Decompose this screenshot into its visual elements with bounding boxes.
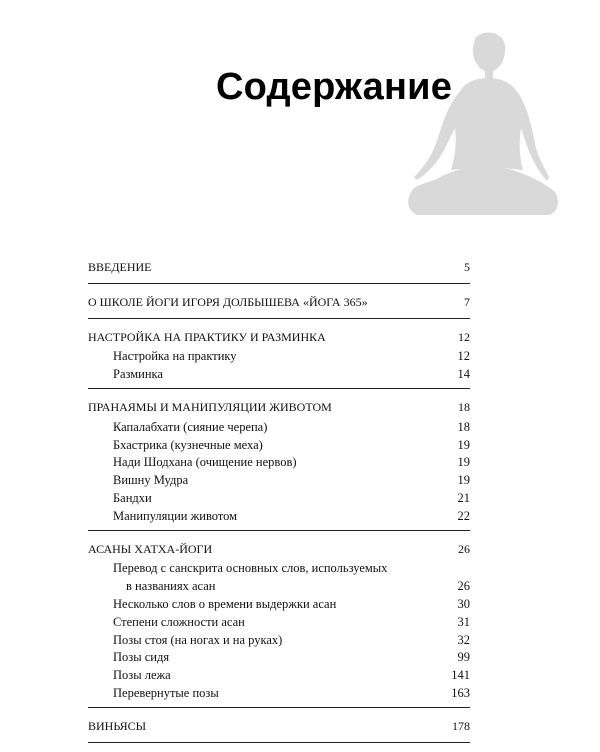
toc-section-asanas: [88, 540, 470, 708]
toc-page-number: 18: [458, 399, 470, 414]
toc-item-translation[interactable]: [88, 560, 470, 596]
toc-page-number: 22: [457, 508, 470, 523]
toc-item-title: Несколько слов о времени выдержки асан: [113, 596, 337, 611]
toc-item[interactable]: [88, 596, 470, 614]
toc-page-number: 141: [451, 668, 470, 683]
toc-page-number: 30: [457, 596, 470, 611]
meditating-woman-icon: [405, 30, 560, 215]
toc-page-number: 12: [457, 349, 470, 364]
toc-section-pranayama: [88, 398, 470, 531]
toc-item-title: Позы стоя (на ногах и на руках): [113, 632, 283, 647]
toc-item[interactable]: [88, 419, 470, 437]
toc-item[interactable]: [88, 490, 470, 508]
toc-heading-vinyasa[interactable]: [88, 717, 470, 738]
toc-item-title: Манипуляции животом: [113, 508, 238, 523]
toc-page-number: 12: [458, 329, 470, 344]
toc-page-number: 32: [457, 632, 470, 647]
toc-item-title: Капалабхати (сияние черепа): [113, 419, 268, 434]
toc-page-number: 99: [457, 650, 470, 665]
toc-heading-asanas[interactable]: [88, 540, 470, 561]
toc-page-number: 26: [457, 579, 470, 594]
toc-item[interactable]: [88, 508, 470, 526]
toc-section-setup: [88, 328, 470, 389]
toc-page-number: 26: [458, 541, 470, 556]
toc-heading-title: ВВЕДЕНИЕ: [88, 260, 152, 274]
toc-heading-school[interactable]: [88, 293, 470, 314]
toc-item[interactable]: [88, 614, 470, 632]
page-title: Содержание: [215, 66, 453, 108]
toc-item-title: Перевернутые позы: [113, 685, 219, 700]
toc-item[interactable]: [88, 437, 470, 455]
toc-section-vinyasa: [88, 717, 470, 743]
toc-item-title: Настройка на практику: [113, 349, 237, 364]
toc-item-title-line1: Перевод с санскрита основных слов, используемых: [113, 561, 388, 576]
toc-page-number: 19: [457, 473, 470, 488]
toc-item[interactable]: [88, 667, 470, 685]
toc-section-school: [88, 293, 470, 319]
toc-page-number: 21: [457, 490, 470, 505]
toc-heading-title: О ШКОЛЕ ЙОГИ ИГОРЯ ДОЛБЫШЕВА «ЙОГА 365»: [88, 294, 368, 309]
toc-item-title: Позы сидя: [113, 650, 170, 665]
toc-item[interactable]: [88, 632, 470, 650]
toc-page-number: 178: [452, 718, 470, 733]
toc-heading-title: ПРАНАЯМЫ И МАНИПУЛЯЦИИ ЖИВОТОМ: [88, 399, 332, 414]
table-of-contents: [88, 258, 470, 752]
toc-heading-intro[interactable]: [88, 258, 470, 279]
toc-heading-pranayama[interactable]: [88, 398, 470, 419]
toc-item[interactable]: [88, 649, 470, 667]
toc-item[interactable]: [88, 366, 470, 384]
toc-item[interactable]: [88, 348, 470, 366]
toc-page-number: 5: [464, 260, 470, 274]
toc-item[interactable]: [88, 685, 470, 703]
toc-heading-setup[interactable]: [88, 328, 470, 349]
toc-item[interactable]: [88, 454, 470, 472]
toc-item-title: Бандхи: [113, 490, 152, 505]
toc-page-number: 163: [451, 685, 470, 700]
toc-item-title-line2: в названиях асан: [126, 579, 216, 594]
toc-item[interactable]: [88, 472, 470, 490]
toc-item-title: Бхастрика (кузнечные меха): [113, 437, 263, 452]
toc-item-title: Вишну Мудра: [113, 473, 189, 488]
toc-page-number: 19: [457, 455, 470, 470]
toc-page-number: 14: [457, 367, 470, 382]
toc-page-number: 7: [464, 294, 470, 309]
toc-item-title: Разминка: [113, 367, 163, 382]
toc-item-title: Позы лежа: [113, 668, 171, 683]
toc-page-number: 19: [457, 437, 470, 452]
toc-page-number: 18: [457, 419, 470, 434]
toc-page-number: 31: [457, 614, 470, 629]
toc-heading-title: ВИНЬЯСЫ: [88, 718, 147, 733]
toc-heading-title: НАСТРОЙКА НА ПРАКТИКУ И РАЗМИНКА: [88, 329, 326, 344]
toc-section-intro: [88, 258, 470, 284]
toc-item-title: Степени сложности асан: [113, 614, 245, 629]
toc-heading-title: АСАНЫ ХАТХА-ЙОГИ: [88, 541, 213, 556]
toc-item-title: Нади Шодхана (очищение нервов): [113, 455, 297, 470]
